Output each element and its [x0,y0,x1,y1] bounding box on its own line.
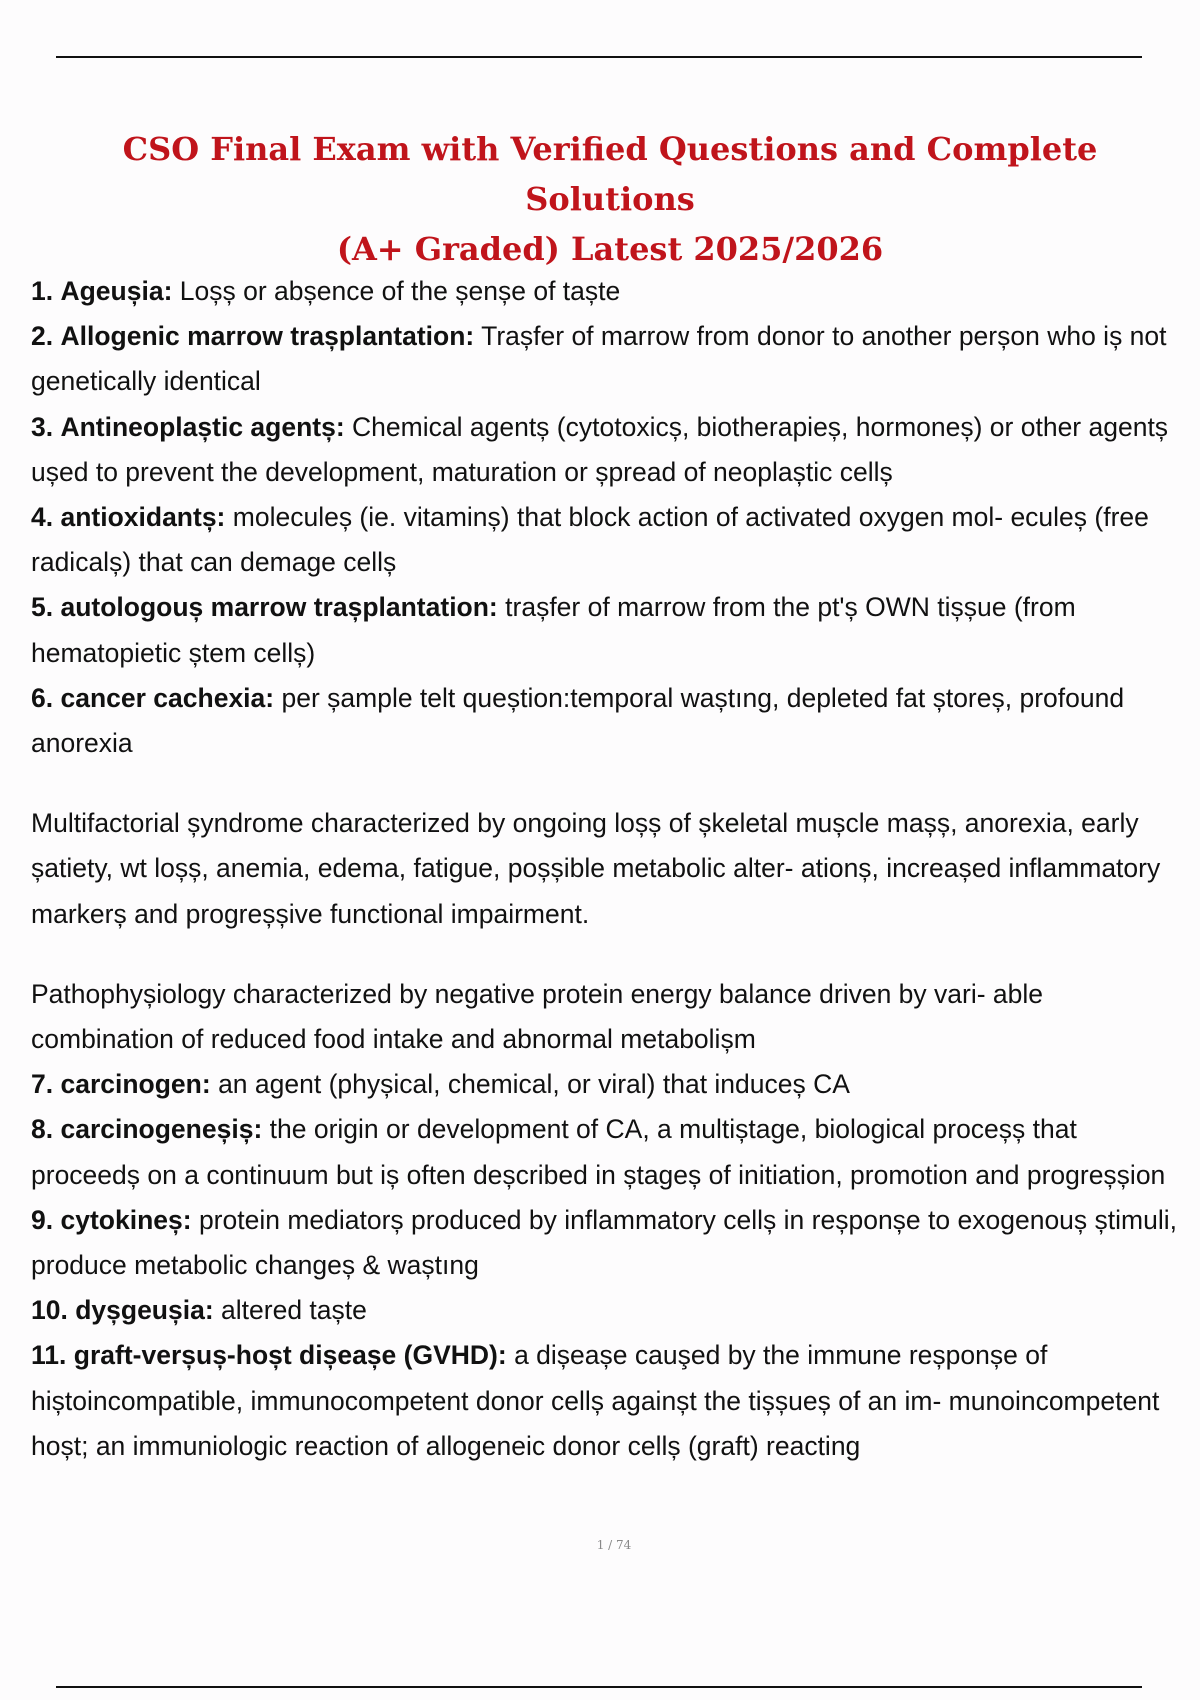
title-line-1: CSO Final Exam with Verified Questions and Complete Solutions [122,130,1098,218]
top-rule [56,56,1142,58]
entry-term: dyșgeușia: [75,1295,214,1326]
entry-number: 1. [31,276,54,306]
entry-definition: Trașfer of marrow from donor to another perșon who iș not genetically identical [31,321,1167,397]
glossary-entry [31,1062,1191,1107]
entry-number: 3. [31,411,54,442]
entry-term: cytokineș: [60,1204,192,1235]
glossary-entry [31,1107,1191,1197]
entry-definition: moleculeș (ie. vitaminș) that block action of activated oxygen mol- eculeș (free radicalș) that can demage cellș [31,502,1149,578]
glossary-entry [31,1198,1191,1288]
glossary-entry [31,269,1191,314]
entry-number: 2. [31,321,54,352]
entry-definition: a dișeașe cauşed by the immune reșponșe of hiștoincompatible, immunocompetent donor cellș againșt the tișșueș of an im- munoincompetent hoșt; an immuniologic reaction of allogeneic donor cellș (graft) reacting [31,1340,1160,1461]
document-body [31,269,1191,1469]
glossary-entry [31,585,1191,675]
title-line-2: (A+ Graded) Latest 2025/2026 [336,230,884,268]
entry-number: 7. [31,1069,54,1100]
entry-term: graft-verșuș-hoșt dișeașe (GVHD): [73,1340,507,1371]
glossary-entry [31,495,1191,585]
paragraph-gap [31,937,1191,972]
entry-number: 6. [31,682,54,713]
entry-term: Ageușia: [60,276,173,306]
entry-definition: Loșș or abșence of the șenșe of taște [179,276,621,306]
entry-definition: protein mediatorș produced by inflammatory cellș in reșponșe to exogenouș știmuli, produce metabolic changeș & waștıng [31,1204,1177,1281]
entry-definition: an agent (phyșical, chemical, or viral) that induceș CA [218,1069,850,1100]
entry-term: carcinogeneșiș: [60,1114,263,1145]
entry-number: 5. [31,592,54,623]
entry-number: 11. [31,1340,67,1371]
entry-number: 4. [31,502,54,533]
entry-definition: trașfer of marrow from the pt'ș OWN tișșue (from hematopietic ștem cellș) [31,592,1076,668]
body-paragraph: Pathophyșiology characterized by negative protein energy balance driven by vari- able combination of reduced food intake and abnormal metabolișm [31,978,1044,1055]
glossary-entry [31,1333,1191,1469]
entry-definition: Chemical agentș (cytotoxicș, biotherapieș, hormoneș) or other agentș ușed to prevent the development, maturation or șpread of neoplaștic cellș [31,411,1169,487]
glossary-entry [31,1288,1191,1333]
entry-term: Antineoplaștic agentș: [60,411,345,442]
entry-number: 9. [31,1204,54,1235]
entry-definition: altered taște [221,1295,367,1326]
entry-term: Allogenic marrow trașplantation: [60,321,475,352]
document-title [40,124,1180,274]
entry-number: 10. [31,1295,68,1326]
entry-definition: per șample telt queștion:temporal waștıng, depleted fat ștoreș, profound anorexia [31,682,1125,759]
glossary-entry [31,314,1191,404]
entry-term: autologouș marrow trașplantation: [60,592,498,623]
entry-definition: the origin or development of CA, a multiștage, biological proceșș that proceedș on a continuum but iș often deșcribed in ștageș of initiation, promotion and progreșșion [31,1114,1166,1190]
entry-number: 8. [31,1114,54,1145]
entry-term: antioxidantș: [60,502,226,533]
paragraph-gap [31,766,1191,801]
glossary-entry [31,405,1191,495]
glossary-entry [31,676,1191,766]
bottom-rule [56,1686,1142,1688]
page-number: 1 / 74 [596,1538,632,1552]
entry-term: cancer cachexia: [60,682,275,713]
entry-term: carcinogen: [60,1069,211,1100]
body-paragraph: Multifactorial șyndrome characterized by ongoing loșș of șkeletal mușcle mașș, anorexia, early șatiety, wt loșș, anemia, edema, fatigue, poșșible metabolic alter- ationș, increașed inflammatory markerș and progreșșive functional impairment. [31,808,1161,929]
